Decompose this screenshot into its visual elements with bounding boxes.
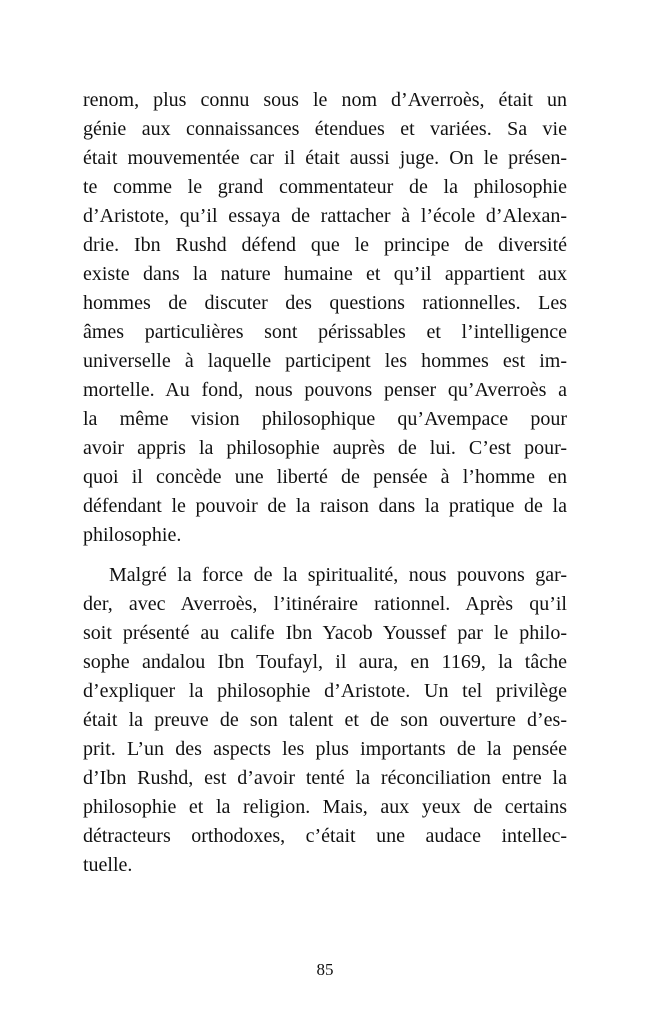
text-line: la même vision philosophique qu’Avempace pour	[83, 408, 567, 430]
page-number: 85	[316, 960, 334, 979]
text-line: drie. Ibn Rushd défend que le principe de diversité	[83, 234, 567, 256]
text-line: philosophie.	[83, 524, 182, 546]
text-line: était la preuve de son talent et de son ouverture d’es-	[83, 709, 567, 731]
text-line: d’expliquer la philosophie d’Aristote. Un tel privilège	[83, 680, 567, 702]
paragraph-2	[83, 561, 567, 880]
text-line: renom, plus connu sous le nom d’Averroès, était un	[83, 89, 567, 111]
paragraph-1	[83, 86, 567, 550]
text-line: défendant le pouvoir de la raison dans la pratique de la	[83, 495, 567, 517]
text-line: tuelle.	[83, 854, 133, 876]
text-line: âmes particulières sont périssables et l’intelligence	[83, 321, 567, 343]
text-line: der, avec Averroès, l’itinéraire rationnel. Après qu’il	[83, 593, 567, 615]
text-line: d’Ibn Rushd, est d’avoir tenté la réconciliation entre la	[83, 767, 567, 789]
text-line: quoi il concède une liberté de pensée à l’homme en	[83, 466, 567, 488]
text-line: prit. L’un des aspects les plus importants de la pensée	[83, 738, 567, 760]
text-line: hommes de discuter des questions rationnelles. Les	[83, 292, 567, 314]
text-line: te comme le grand commentateur de la philosophie	[83, 176, 567, 198]
text-line: était mouvementée car il était aussi juge. On le présen-	[83, 147, 567, 169]
body-text	[83, 86, 567, 880]
text-line: philosophie et la religion. Mais, aux yeux de certains	[83, 796, 567, 818]
text-line: d’Aristote, qu’il essaya de rattacher à l’école d’Alexan-	[83, 205, 567, 227]
text-line: Malgré la force de la spiritualité, nous pouvons gar-	[109, 564, 567, 586]
text-line: existe dans la nature humaine et qu’il appartient aux	[83, 263, 567, 285]
text-line: universelle à laquelle participent les hommes est im-	[83, 350, 567, 372]
text-line: génie aux connaissances étendues et variées. Sa vie	[83, 118, 567, 140]
text-line: mortelle. Au fond, nous pouvons penser qu’Averroès a	[83, 379, 567, 401]
text-line: soit présenté au calife Ibn Yacob Youssef par le philo-	[83, 622, 567, 644]
text-line: sophe andalou Ibn Toufayl, il aura, en 1169, la tâche	[83, 651, 567, 673]
text-line: détracteurs orthodoxes, c’était une audace intellec-	[83, 825, 567, 847]
text-line: avoir appris la philosophie auprès de lui. C’est pour-	[83, 437, 567, 459]
